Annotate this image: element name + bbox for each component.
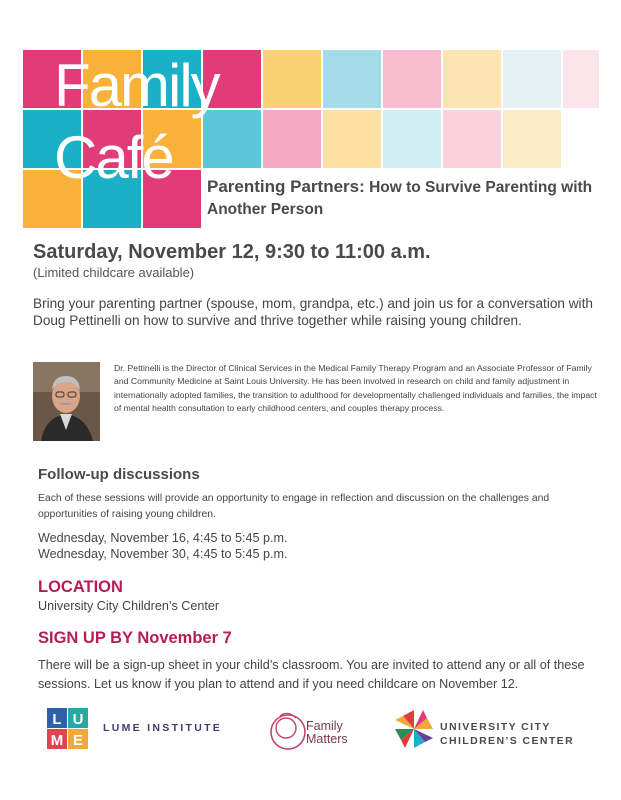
childcare-note: (Limited childcare available) bbox=[33, 265, 195, 280]
page-title-line2: Café bbox=[54, 124, 173, 191]
ucc-logo bbox=[393, 708, 435, 755]
event-intro: Bring your parenting partner (spouse, mom, grandpa, etc.) and join us for a conversation with Doug Pettinelli on how to survive and thrive together while raising young children. bbox=[33, 296, 593, 328]
lume-letter: L bbox=[52, 711, 62, 728]
signup-heading: SIGN UP BY November 7 bbox=[38, 629, 232, 647]
location-heading: LOCATION bbox=[38, 578, 123, 596]
lume-letter: E bbox=[72, 732, 84, 749]
speaker-bio: Dr. Pettinelli is the Director of Clinical Services in the Medical Family Therapy Program and an Associate Professor of Family and Community Medicine at Saint Louis University. He has been involved in research on child and family adjustment in internationally adopted families, the transition to adulthood for developmentally challenged individuals and families, the impact of mental health consultation to early childhood centers, and couples therapy process. bbox=[114, 363, 597, 414]
lume-logo-icon bbox=[47, 708, 88, 749]
ucc-name bbox=[440, 720, 574, 748]
lume-letter: M bbox=[50, 732, 64, 749]
page-title-line1: Family bbox=[54, 52, 219, 119]
lume-letter: U bbox=[72, 711, 84, 728]
fm-line1: Family bbox=[306, 719, 343, 733]
family-matters-swirl-icon bbox=[266, 708, 310, 752]
mosaic-tile bbox=[323, 50, 381, 108]
signup-text: There will be a sign-up sheet in your child’s classroom. You are invited to attend any or all of these sessions. Let us know if you plan to attend and if you need childcare on November 12. bbox=[38, 658, 585, 691]
followup-text: Each of these sessions will provide an opportunity to engage in reflection and discussion on the challenges and opportunities of raising young children. bbox=[38, 493, 550, 520]
location-text: University City Children’s Center bbox=[38, 599, 220, 613]
followup-heading: Follow-up discussions bbox=[38, 466, 200, 483]
lume-logo bbox=[47, 708, 88, 749]
family-matters-name bbox=[306, 720, 348, 746]
mosaic-tile bbox=[563, 50, 599, 108]
session-item: Wednesday, November 30, 4:45 to 5:45 p.m. bbox=[38, 547, 288, 561]
mosaic-tile bbox=[503, 50, 561, 108]
subtitle-rest: How to Survive Parenting with Another Person bbox=[207, 179, 593, 218]
event-subtitle bbox=[207, 176, 607, 221]
event-date: Saturday, November 12, 9:30 to 11:00 a.m. bbox=[33, 241, 431, 263]
family-matters-logo bbox=[266, 708, 310, 757]
speaker-portrait-icon bbox=[33, 362, 100, 441]
mosaic-tile bbox=[503, 110, 561, 168]
ucc-line2: CHILDREN’S CENTER bbox=[440, 735, 575, 747]
mosaic-tile bbox=[263, 110, 321, 168]
ucc-line1: UNIVERSITY CITY bbox=[440, 721, 551, 733]
mosaic-tile bbox=[383, 110, 441, 168]
mosaic-tile bbox=[443, 110, 501, 168]
fm-line2: Matters bbox=[306, 732, 348, 746]
session-item: Wednesday, November 16, 4:45 to 5:45 p.m. bbox=[38, 531, 288, 545]
mosaic-tile bbox=[323, 110, 381, 168]
subtitle-lead: Parenting Partners: bbox=[207, 177, 365, 196]
mosaic-tile bbox=[263, 50, 321, 108]
mosaic-tile bbox=[443, 50, 501, 108]
mosaic-tile bbox=[383, 50, 441, 108]
speaker-photo bbox=[33, 362, 100, 441]
ucc-pinwheel-icon bbox=[393, 708, 435, 750]
lume-name: LUME INSTITUTE bbox=[103, 722, 223, 734]
